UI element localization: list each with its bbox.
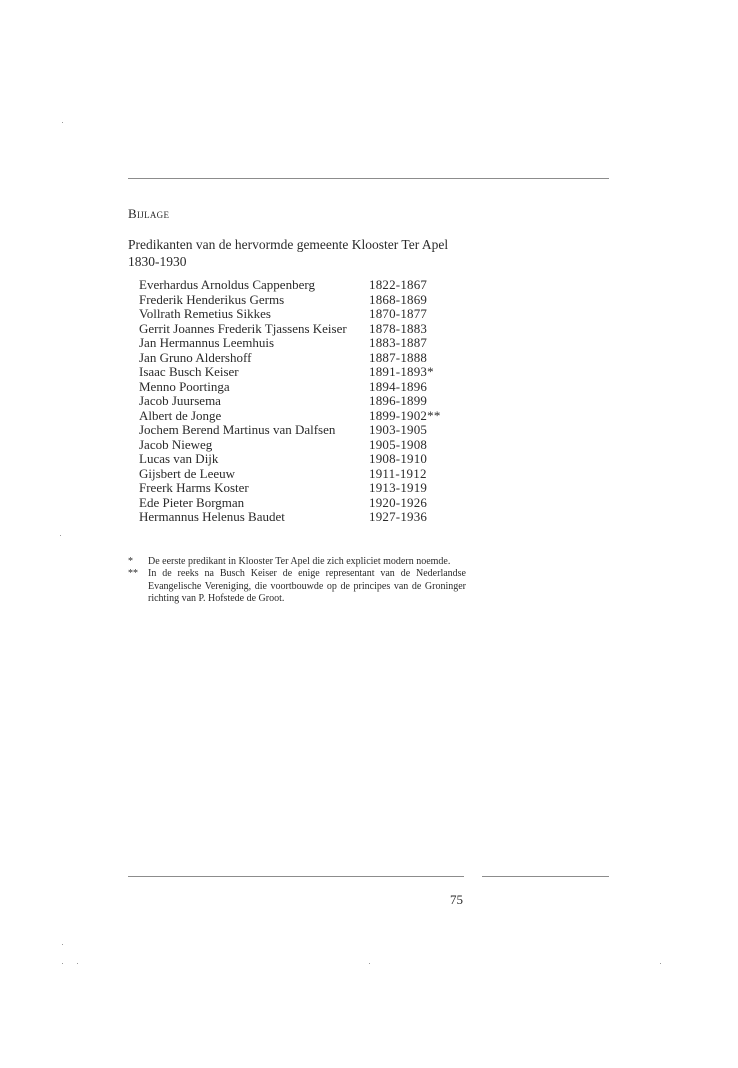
predikant-name: Gerrit Joannes Frederik Tjassens Keiser [139, 320, 347, 336]
predikanten-list [139, 278, 469, 525]
list-row [139, 336, 469, 351]
term-years: 1903-1905 [369, 422, 428, 437]
term-years: 1883-1887 [369, 335, 428, 350]
term-years: 1908-1910 [369, 451, 428, 466]
term-years: 1920-1926 [369, 494, 428, 510]
list-row [139, 409, 469, 424]
footnote-text: De eerste predikant in Klooster Ter Apel die zich expliciet modern noemde. [148, 556, 451, 567]
predikant-name: Gijsbert de Leeuw [139, 465, 236, 481]
predikant-name: Jan Hermannus Leemhuis [139, 335, 275, 350]
page-number: 75 [450, 892, 463, 907]
term-years: 1899-1902** [369, 407, 441, 423]
list-row [139, 438, 469, 453]
list-row [139, 423, 469, 438]
footnote-mark: ** [128, 568, 138, 580]
term-years: 1894-1896 [369, 378, 428, 394]
predikant-name: Jacob Nieweg [139, 436, 213, 452]
bottom-rule-left [128, 876, 464, 877]
predikant-name: Jan Gruno Aldershoff [139, 349, 252, 365]
list-row [139, 481, 469, 496]
footnotes [128, 556, 466, 606]
term-years: 1927-1936 [369, 509, 428, 524]
list-row [139, 351, 469, 366]
predikant-name: Frederik Henderikus Germs [139, 291, 285, 307]
bottom-rule-right [482, 876, 609, 877]
list-row [139, 278, 469, 293]
list-row [139, 394, 469, 409]
list-title: Predikanten van de hervormde gemeente Klooster Ter Apel 1830-1930 [128, 237, 449, 269]
predikant-name: Lucas van Dijk [139, 451, 219, 466]
scan-speck [369, 963, 370, 964]
scan-speck [62, 122, 63, 123]
footnote [128, 556, 466, 568]
scan-speck [62, 963, 63, 964]
top-rule [128, 178, 609, 179]
list-row [139, 293, 469, 308]
predikant-name: Ede Pieter Borgman [139, 494, 245, 510]
list-row [139, 307, 469, 322]
predikant-name: Freerk Harms Koster [139, 480, 249, 495]
term-years: 1868-1869 [369, 291, 428, 307]
term-years: 1878-1883 [369, 320, 428, 336]
list-row [139, 365, 469, 380]
term-years: 1913-1919 [369, 480, 428, 495]
scan-speck [60, 535, 61, 536]
list-row [139, 496, 469, 511]
list-row [139, 510, 469, 525]
predikant-name: Isaac Busch Keiser [139, 364, 239, 379]
scan-speck [660, 963, 661, 964]
footnote-mark: * [128, 556, 133, 567]
list-row [139, 452, 469, 467]
list-row [139, 322, 469, 337]
footnote-text: In de reeks na Busch Keiser de enige representant van de Nederlandse Evangelische Vereniging, die voortbouwde op de principes van de Groninger richting van P. Hofstede de Groot. [148, 568, 466, 605]
term-years: 1911-1912 [369, 465, 427, 481]
term-years: 1870-1877 [369, 306, 428, 321]
list-row [139, 380, 469, 395]
predikant-name: Jacob Juursema [139, 393, 221, 408]
scan-speck [77, 963, 78, 964]
predikant-name: Albert de Jonge [139, 407, 222, 423]
term-years: 1891-1893* [369, 364, 434, 379]
term-years: 1905-1908 [369, 436, 428, 452]
predikant-name: Hermannus Helenus Baudet [139, 509, 285, 524]
term-years: 1822-1867 [369, 277, 428, 292]
scan-speck [62, 944, 63, 945]
term-years: 1896-1899 [369, 393, 428, 408]
footnote [128, 568, 466, 605]
predikant-name: Everhardus Arnoldus Cappenberg [139, 277, 315, 292]
section-heading: Bijlage [128, 206, 170, 221]
predikant-name: Menno Poortinga [139, 378, 230, 394]
list-row [139, 467, 469, 482]
predikant-name: Jochem Berend Martinus van Dalfsen [139, 422, 336, 437]
predikant-name: Vollrath Remetius Sikkes [139, 306, 271, 321]
term-years: 1887-1888 [369, 349, 428, 365]
